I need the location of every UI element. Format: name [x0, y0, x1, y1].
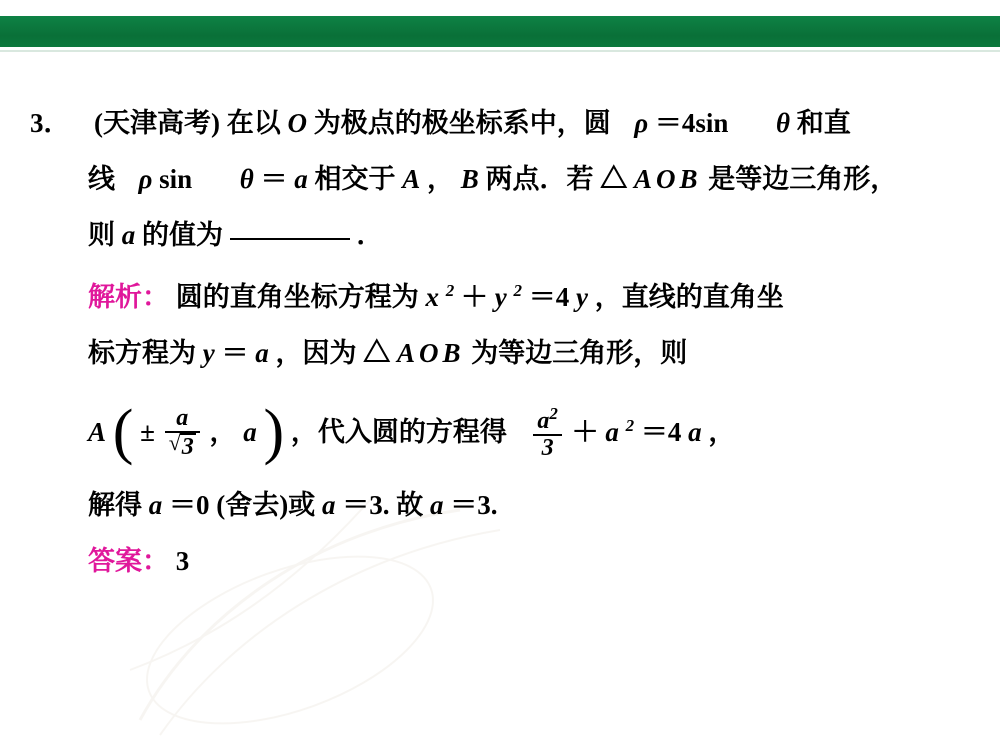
so-text: 故 — [396, 490, 424, 520]
right-paren-big: ) — [263, 398, 285, 467]
comma-formula-end: ， — [708, 417, 736, 447]
problem-text-1c: 和直 — [796, 108, 851, 138]
solution-label: 解析： — [88, 282, 169, 312]
fraction-a-over-sqrt3 — [165, 406, 200, 460]
solution-text-1a: 圆的直角坐标方程为 — [175, 282, 419, 312]
symbol-y-3: y — [202, 338, 215, 368]
symbol-a-2: a — [294, 164, 308, 194]
symbol-sin-2: sin — [159, 164, 193, 194]
symbol-AOB-3: AOB — [396, 338, 465, 368]
equals-three: ＝3. — [342, 490, 390, 520]
problem-text-3a: 则 — [88, 220, 115, 250]
solution-text-2a: 标方程为 — [88, 338, 196, 368]
symbol-equals-2: ＝ — [260, 164, 288, 194]
triangle-symbol-2: △ — [600, 164, 628, 194]
exponent-a2: 2 — [625, 416, 635, 435]
symbol-a-4: a — [255, 338, 269, 368]
symbol-A-4: A — [88, 417, 107, 447]
equals-4a: ＝4 — [640, 417, 682, 447]
equals-three-b: ＝3. — [450, 490, 498, 520]
symbol-y-2: y — [575, 282, 588, 312]
plus-1: ＋ — [461, 282, 488, 312]
fraction-numerator: a — [176, 404, 189, 431]
answer-blank — [230, 238, 350, 240]
problem-period-3: ． — [356, 220, 384, 250]
solution-text-4a: 解得 — [88, 490, 142, 520]
plus-minus-sign: ± — [140, 417, 155, 447]
symbol-a-8: a — [148, 490, 163, 520]
solution-text-2c: 为等边三角形，则 — [471, 338, 688, 368]
problem-line-1 — [0, 95, 1000, 151]
symbol-a-3: a — [121, 220, 136, 250]
solution-formula-line — [0, 381, 1000, 477]
sqrt-icon — [169, 433, 196, 460]
problem-text-1a: 在以 — [226, 108, 281, 138]
slide-content — [0, 95, 1000, 589]
problem-text-3b: 的值为 — [142, 220, 223, 250]
problem-text-2c: 两点．若 — [485, 164, 594, 194]
band-divider-shadow — [0, 50, 1000, 52]
symbol-AOB-2: AOB — [634, 164, 702, 194]
exponent-y2: 2 — [513, 281, 522, 300]
solution-formula-text: ，代入圆的方程得 — [290, 417, 507, 447]
problem-text-2d: 是等边三角形， — [708, 164, 898, 194]
answer-value: 3 — [175, 546, 190, 576]
symbol-x: x — [425, 282, 439, 312]
comma-2: ， — [426, 164, 454, 194]
problem-text-2b: 相交于 — [314, 164, 396, 194]
solution-text-2b: ，因为 — [275, 338, 357, 368]
problem-line-3 — [0, 207, 1000, 263]
triangle-symbol-3: △ — [363, 338, 391, 368]
solution-line-4 — [0, 477, 1000, 533]
solution-line-1 — [0, 263, 1000, 325]
answer-label: 答案： — [88, 546, 169, 576]
solution-text-1b: ，直线的直角坐 — [594, 282, 784, 312]
fraction-denominator — [165, 431, 200, 460]
symbol-a-5: a — [243, 417, 257, 447]
symbol-y: y — [494, 282, 507, 312]
symbol-rho-1: ρ — [634, 108, 649, 138]
problem-line-2 — [0, 151, 1000, 207]
symbol-theta-1: θ — [775, 108, 790, 138]
symbol-A-2: A — [402, 164, 421, 194]
problem-source: (天津高考) — [94, 108, 220, 138]
discard-text: (舍去)或 — [216, 490, 316, 520]
plus-2: ＋ — [571, 417, 599, 447]
equals-4: ＝4 — [528, 282, 570, 312]
symbol-a-6: a — [605, 417, 619, 447]
symbol-O: O — [287, 108, 307, 138]
fraction2-denominator: 3 — [533, 434, 562, 461]
exponent-x2: 2 — [445, 281, 455, 300]
symbol-a-7: a — [688, 417, 702, 447]
left-paren-big: ( — [112, 398, 134, 467]
symbol-rho-2: ρ — [138, 164, 153, 194]
symbol-B-2: B — [460, 164, 479, 194]
symbol-a-10: a — [429, 490, 444, 520]
fraction-a2-over-3 — [533, 405, 562, 461]
problem-text-2a: 线 — [88, 164, 115, 194]
problem-eq-1: ＝4sin — [654, 108, 729, 138]
equals-zero: ＝0 — [169, 490, 210, 520]
fraction2-num-exponent: 2 — [549, 403, 558, 423]
comma-formula: ， — [209, 417, 237, 447]
solution-line-2 — [0, 325, 1000, 381]
answer-line — [0, 533, 1000, 589]
symbol-a-9: a — [321, 490, 336, 520]
symbol-theta-2: θ — [239, 164, 254, 194]
fraction2-numerator — [533, 405, 562, 434]
equals-2b: ＝ — [221, 338, 249, 368]
problem-text-1b: 为极点的极坐标系中，圆 — [313, 108, 611, 138]
problem-number: 3． — [30, 108, 71, 138]
sqrt-radicand: 3 — [181, 433, 194, 460]
fraction2-num-base: a — [537, 407, 550, 434]
